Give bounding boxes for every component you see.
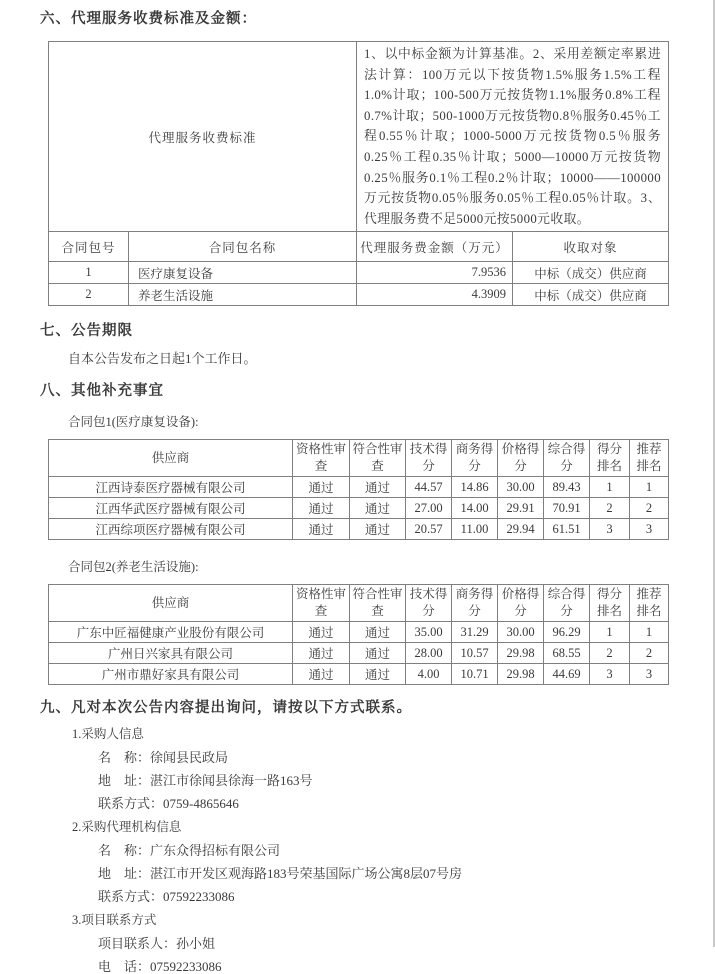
table-cell: 61.51 bbox=[544, 519, 590, 540]
table-cell: 20.57 bbox=[406, 519, 452, 540]
table-cell: 29.94 bbox=[498, 519, 544, 540]
table-cell: 2 bbox=[630, 643, 669, 664]
section6-heading: 六、代理服务收费标准及金额： bbox=[40, 11, 257, 27]
fee-table-body bbox=[49, 262, 669, 306]
column-header: 资格性审查 bbox=[293, 440, 350, 477]
table-cell: 广州市鼎好家具有限公司 bbox=[49, 664, 293, 685]
table-cell: 29.98 bbox=[498, 643, 544, 664]
column-header: 资格性审查 bbox=[293, 585, 350, 622]
table-cell: 30.00 bbox=[498, 622, 544, 643]
table-cell: 3 bbox=[590, 664, 630, 685]
fee-table-header-row bbox=[49, 232, 669, 262]
section8-heading: 八、其他补充事宜 bbox=[40, 383, 164, 400]
table-cell: 2 bbox=[590, 643, 630, 664]
table-cell: 广东中匠福健康产业股份有限公司 bbox=[49, 622, 293, 643]
package2-label: 合同包2(养老生活设施): bbox=[68, 560, 199, 575]
table-cell: 3 bbox=[630, 519, 669, 540]
table-cell: 14.86 bbox=[452, 477, 498, 498]
column-header: 得分排名 bbox=[590, 440, 630, 477]
column-header: 得分排名 bbox=[590, 585, 630, 622]
agency-contact: 联系方式：07592233086 bbox=[98, 889, 235, 905]
fee-standard-text: 1、以中标金额为计算基准。2、采用差额定率累进法计算：100万元以下按货物1.5%服务1.5%工程1.0%计取；100-500万元按货物1.1%服务0.8%工程0.7%计取；500-1000万元按货物0.8％服务0.45％工程0.55％计取；1000-5000万元按货物0.5％服务0.25％工程0.35％计取；5000—10000万元按货物0.25％服务0.1％工程0.2％计取；10000——100000万元按货物0.05％服务0.05％工程0.05％计取。3、代理服务费不足5000元按5000元收取。 bbox=[357, 42, 669, 232]
table-cell: 70.91 bbox=[544, 498, 590, 519]
package2-score-body bbox=[49, 622, 669, 685]
column-header: 价格得分 bbox=[498, 440, 544, 477]
table-cell: 2 bbox=[590, 498, 630, 519]
table-cell: 29.98 bbox=[498, 664, 544, 685]
table-cell: 江西诗泰医疗器械有限公司 bbox=[49, 477, 293, 498]
table-cell: 3 bbox=[590, 519, 630, 540]
project-contact-person: 项目联系人：孙小姐 bbox=[98, 936, 216, 952]
table-cell: 通过 bbox=[350, 477, 406, 498]
agency-name: 名 称：广东众得招标有限公司 bbox=[98, 843, 281, 859]
package1-score-body bbox=[49, 477, 669, 540]
table-cell: 养老生活设施 bbox=[129, 284, 357, 306]
table-cell: 江西综项医疗器械有限公司 bbox=[49, 519, 293, 540]
table-cell: 44.69 bbox=[544, 664, 590, 685]
table-row bbox=[49, 477, 669, 498]
table-row bbox=[49, 284, 669, 306]
table-cell: 通过 bbox=[350, 664, 406, 685]
section9-heading: 九、凡对本次公告内容提出询问，请按以下方式联系。 bbox=[40, 700, 412, 717]
table-cell: 1 bbox=[49, 262, 129, 284]
table-row bbox=[49, 622, 669, 643]
column-header: 合同包号 bbox=[49, 232, 129, 262]
table-cell: 1 bbox=[630, 622, 669, 643]
column-header: 价格得分 bbox=[498, 585, 544, 622]
table-cell: 中标（成交）供应商 bbox=[513, 284, 669, 306]
column-header: 供应商 bbox=[49, 440, 293, 477]
table-cell: 4.3909 bbox=[357, 284, 513, 306]
fee-standard-table bbox=[48, 41, 669, 306]
purchaser-name: 名 称：徐闻县民政局 bbox=[98, 750, 229, 766]
table-row bbox=[49, 519, 669, 540]
column-header: 代理服务费金额（万元） bbox=[357, 232, 513, 262]
table-cell: 通过 bbox=[293, 519, 350, 540]
purchaser-info-title: 1.采购人信息 bbox=[72, 727, 144, 742]
score-table-header-row bbox=[49, 440, 669, 477]
table-cell: 29.91 bbox=[498, 498, 544, 519]
section7-body: 自本公告发布之日起1个工作日。 bbox=[68, 351, 257, 367]
table-cell: 14.00 bbox=[452, 498, 498, 519]
table-row bbox=[49, 262, 669, 284]
table-cell: 通过 bbox=[293, 477, 350, 498]
package1-score-table bbox=[48, 439, 669, 540]
column-header: 技术得分 bbox=[406, 440, 452, 477]
table-row bbox=[49, 664, 669, 685]
table-cell: 2 bbox=[49, 284, 129, 306]
table-cell: 1 bbox=[590, 622, 630, 643]
table-cell: 通过 bbox=[293, 622, 350, 643]
table-cell: 11.00 bbox=[452, 519, 498, 540]
table-cell: 2 bbox=[630, 498, 669, 519]
table-cell: 1 bbox=[590, 477, 630, 498]
column-header: 推荐排名 bbox=[630, 585, 669, 622]
table-cell: 广州日兴家具有限公司 bbox=[49, 643, 293, 664]
column-header: 综合得分 bbox=[544, 440, 590, 477]
table-cell: 10.71 bbox=[452, 664, 498, 685]
column-header: 符合性审查 bbox=[350, 440, 406, 477]
table-cell: 89.43 bbox=[544, 477, 590, 498]
package1-label: 合同包1(医疗康复设备): bbox=[68, 415, 199, 430]
agency-address: 地 址：湛江市开发区观海路183号荣基国际广场公寓8层07号房 bbox=[98, 866, 463, 882]
fee-standard-row bbox=[49, 42, 669, 232]
column-header: 合同包名称 bbox=[129, 232, 357, 262]
column-header: 收取对象 bbox=[513, 232, 669, 262]
table-cell: 江西华武医疗器械有限公司 bbox=[49, 498, 293, 519]
column-header: 供应商 bbox=[49, 585, 293, 622]
table-cell: 27.00 bbox=[406, 498, 452, 519]
project-contact-phone: 电 话：07592233086 bbox=[98, 959, 222, 974]
table-cell: 通过 bbox=[350, 498, 406, 519]
table-cell: 通过 bbox=[350, 622, 406, 643]
score-table-header-row bbox=[49, 585, 669, 622]
table-cell: 10.57 bbox=[452, 643, 498, 664]
purchaser-contact: 联系方式：0759-4865646 bbox=[98, 796, 239, 812]
column-header: 技术得分 bbox=[406, 585, 452, 622]
table-cell: 通过 bbox=[293, 664, 350, 685]
purchaser-address: 地 址：湛江市徐闻县徐海一路163号 bbox=[98, 773, 313, 789]
column-header: 综合得分 bbox=[544, 585, 590, 622]
table-cell: 96.29 bbox=[544, 622, 590, 643]
column-header: 商务得分 bbox=[452, 585, 498, 622]
table-cell: 44.57 bbox=[406, 477, 452, 498]
table-cell: 通过 bbox=[293, 498, 350, 519]
table-cell: 通过 bbox=[293, 643, 350, 664]
agency-info-title: 2.采购代理机构信息 bbox=[72, 820, 182, 835]
table-cell: 35.00 bbox=[406, 622, 452, 643]
table-cell: 医疗康复设备 bbox=[129, 262, 357, 284]
table-cell: 3 bbox=[630, 664, 669, 685]
table-row bbox=[49, 643, 669, 664]
section7-heading: 七、公告期限 bbox=[40, 323, 133, 340]
table-cell: 中标（成交）供应商 bbox=[513, 262, 669, 284]
table-cell: 1 bbox=[630, 477, 669, 498]
table-cell: 7.9536 bbox=[357, 262, 513, 284]
table-cell: 30.00 bbox=[498, 477, 544, 498]
package2-score-table bbox=[48, 584, 669, 685]
column-header: 推荐排名 bbox=[630, 440, 669, 477]
table-cell: 4.00 bbox=[406, 664, 452, 685]
table-cell: 通过 bbox=[350, 643, 406, 664]
table-cell: 31.29 bbox=[452, 622, 498, 643]
table-cell: 通过 bbox=[350, 519, 406, 540]
table-cell: 28.00 bbox=[406, 643, 452, 664]
project-contact-title: 3.项目联系方式 bbox=[72, 913, 157, 928]
column-header: 商务得分 bbox=[452, 440, 498, 477]
column-header: 符合性审查 bbox=[350, 585, 406, 622]
table-row bbox=[49, 498, 669, 519]
fee-standard-label: 代理服务收费标准 bbox=[49, 42, 357, 232]
table-cell: 68.55 bbox=[544, 643, 590, 664]
